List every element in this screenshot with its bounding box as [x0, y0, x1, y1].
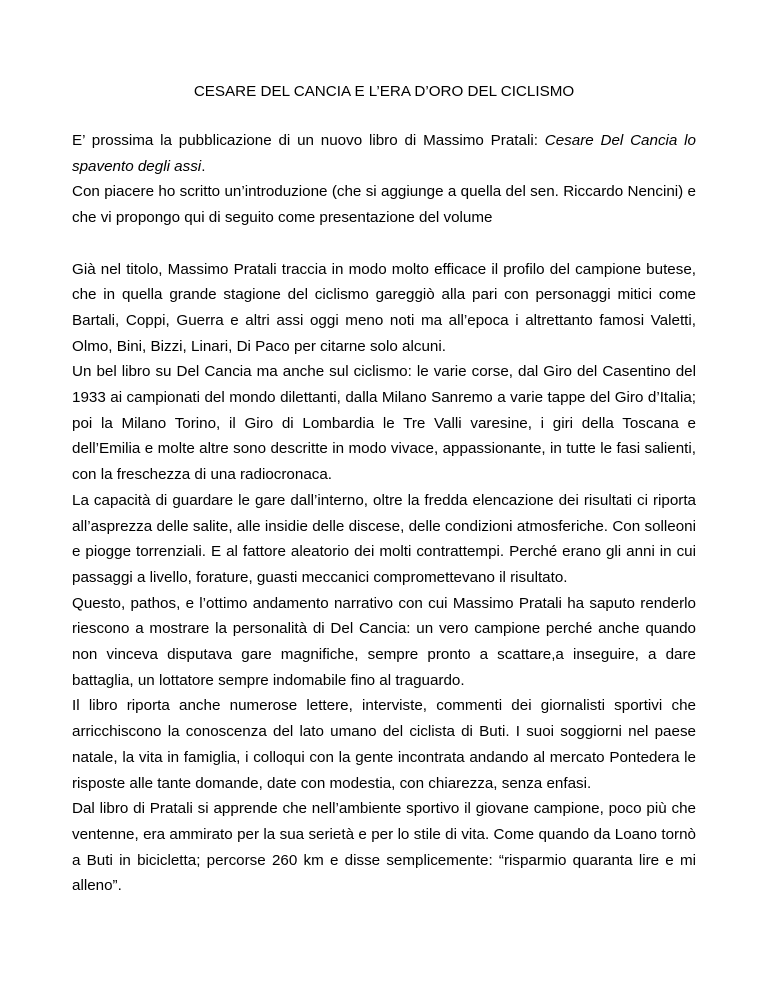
body-paragraph-1: Già nel titolo, Massimo Pratali traccia in modo molto efficace il profilo del campione butese, che in quella grande stagione del ciclismo gareggiò alla pari con personaggi mitici come Bartali, Coppi, Guerra e altri assi oggi meno noti ma all’epoca i altrettanto famosi Valetti, Olmo, Bini, Bizzi, Linari, Di Paco per citarne solo alcuni. — [72, 260, 696, 355]
intro-section — [72, 128, 696, 231]
body-paragraph-6: Dal libro di Pratali si apprende che nell’ambiente sportivo il giovane campione, poco più che ventenne, era ammirato per la sua serietà e per lo stile di vita. Come quando da Loano tornò a Buti in bicicletta; percorse 260 km e disse semplicemente: “risparmio quaranta lire e mi alleno”. — [72, 800, 696, 895]
intro-period: . — [201, 157, 206, 175]
body-section — [72, 257, 696, 900]
body-paragraph-4: Questo, pathos, e l’ottimo andamento narrativo con cui Massimo Pratali ha saputo renderlo riescono a mostrare la personalità di Del Cancia: un vero campione perché anche quando non vinceva disputava gare magnifiche, sempre pronto a scattare,a inseguire, a dare battaglia, un lottatore sempre indomabile fino al traguardo. — [72, 594, 696, 689]
body-paragraph-2: Un bel libro su Del Cancia ma anche sul ciclismo: le varie corse, dal Giro del Casentino del 1933 ai campionati del mondo dilettanti, dalla Milano Sanremo a varie tappe del Giro d’Italia; poi la Milano Torino, il Giro di Lombardia le Tre Valli varesine, i giri della Toscana e dell’Emilia e molte altre sono descritte in modo vivace, appassionante, in tutte le fasi salienti, con la freschezza di una radiocronaca. — [72, 363, 696, 484]
book-title: Cesare Del Cancia lo spavento degli assi — [72, 132, 696, 175]
document-page — [72, 82, 696, 899]
intro-text: E’ prossima la pubblicazione di un nuovo libro di Massimo Pratali: — [72, 132, 545, 149]
body-paragraph-5: Il libro riporta anche numerose lettere, interviste, commenti dei giornalisti sportivi che arricchiscono la conoscenza del lato umano del ciclista di Buti. I suoi soggiorni nel paese natale, la vita in famiglia, i colloqui con la gente incontrata andando al mercato Pontedera le risposte alle tante domande, date con modestia, con chiarezza, senza enfasi. — [72, 697, 696, 792]
intro-paragraph-1 — [72, 128, 696, 179]
document-title: CESARE DEL CANCIA E L’ERA D’ORO DEL CICLISMO — [193, 83, 575, 100]
intro-paragraph-2: Con piacere ho scritto un’introduzione (che si aggiunge a quella del sen. Riccardo Nencini) e che vi propongo qui di seguito come presentazione del volume — [72, 183, 696, 227]
body-paragraph-3: La capacità di guardare le gare dall’interno, oltre la fredda elencazione dei risultati ci riporta all’asprezza delle salite, alle insidie delle discese, delle condizioni atmosferiche. Con solleoni e piogge torrenziali. E al fattore aleatorio dei molti contrattempi. Perché erano gli anni in cui passaggi a livello, forature, guasti meccanici compromettevano il risultato. — [72, 491, 696, 586]
